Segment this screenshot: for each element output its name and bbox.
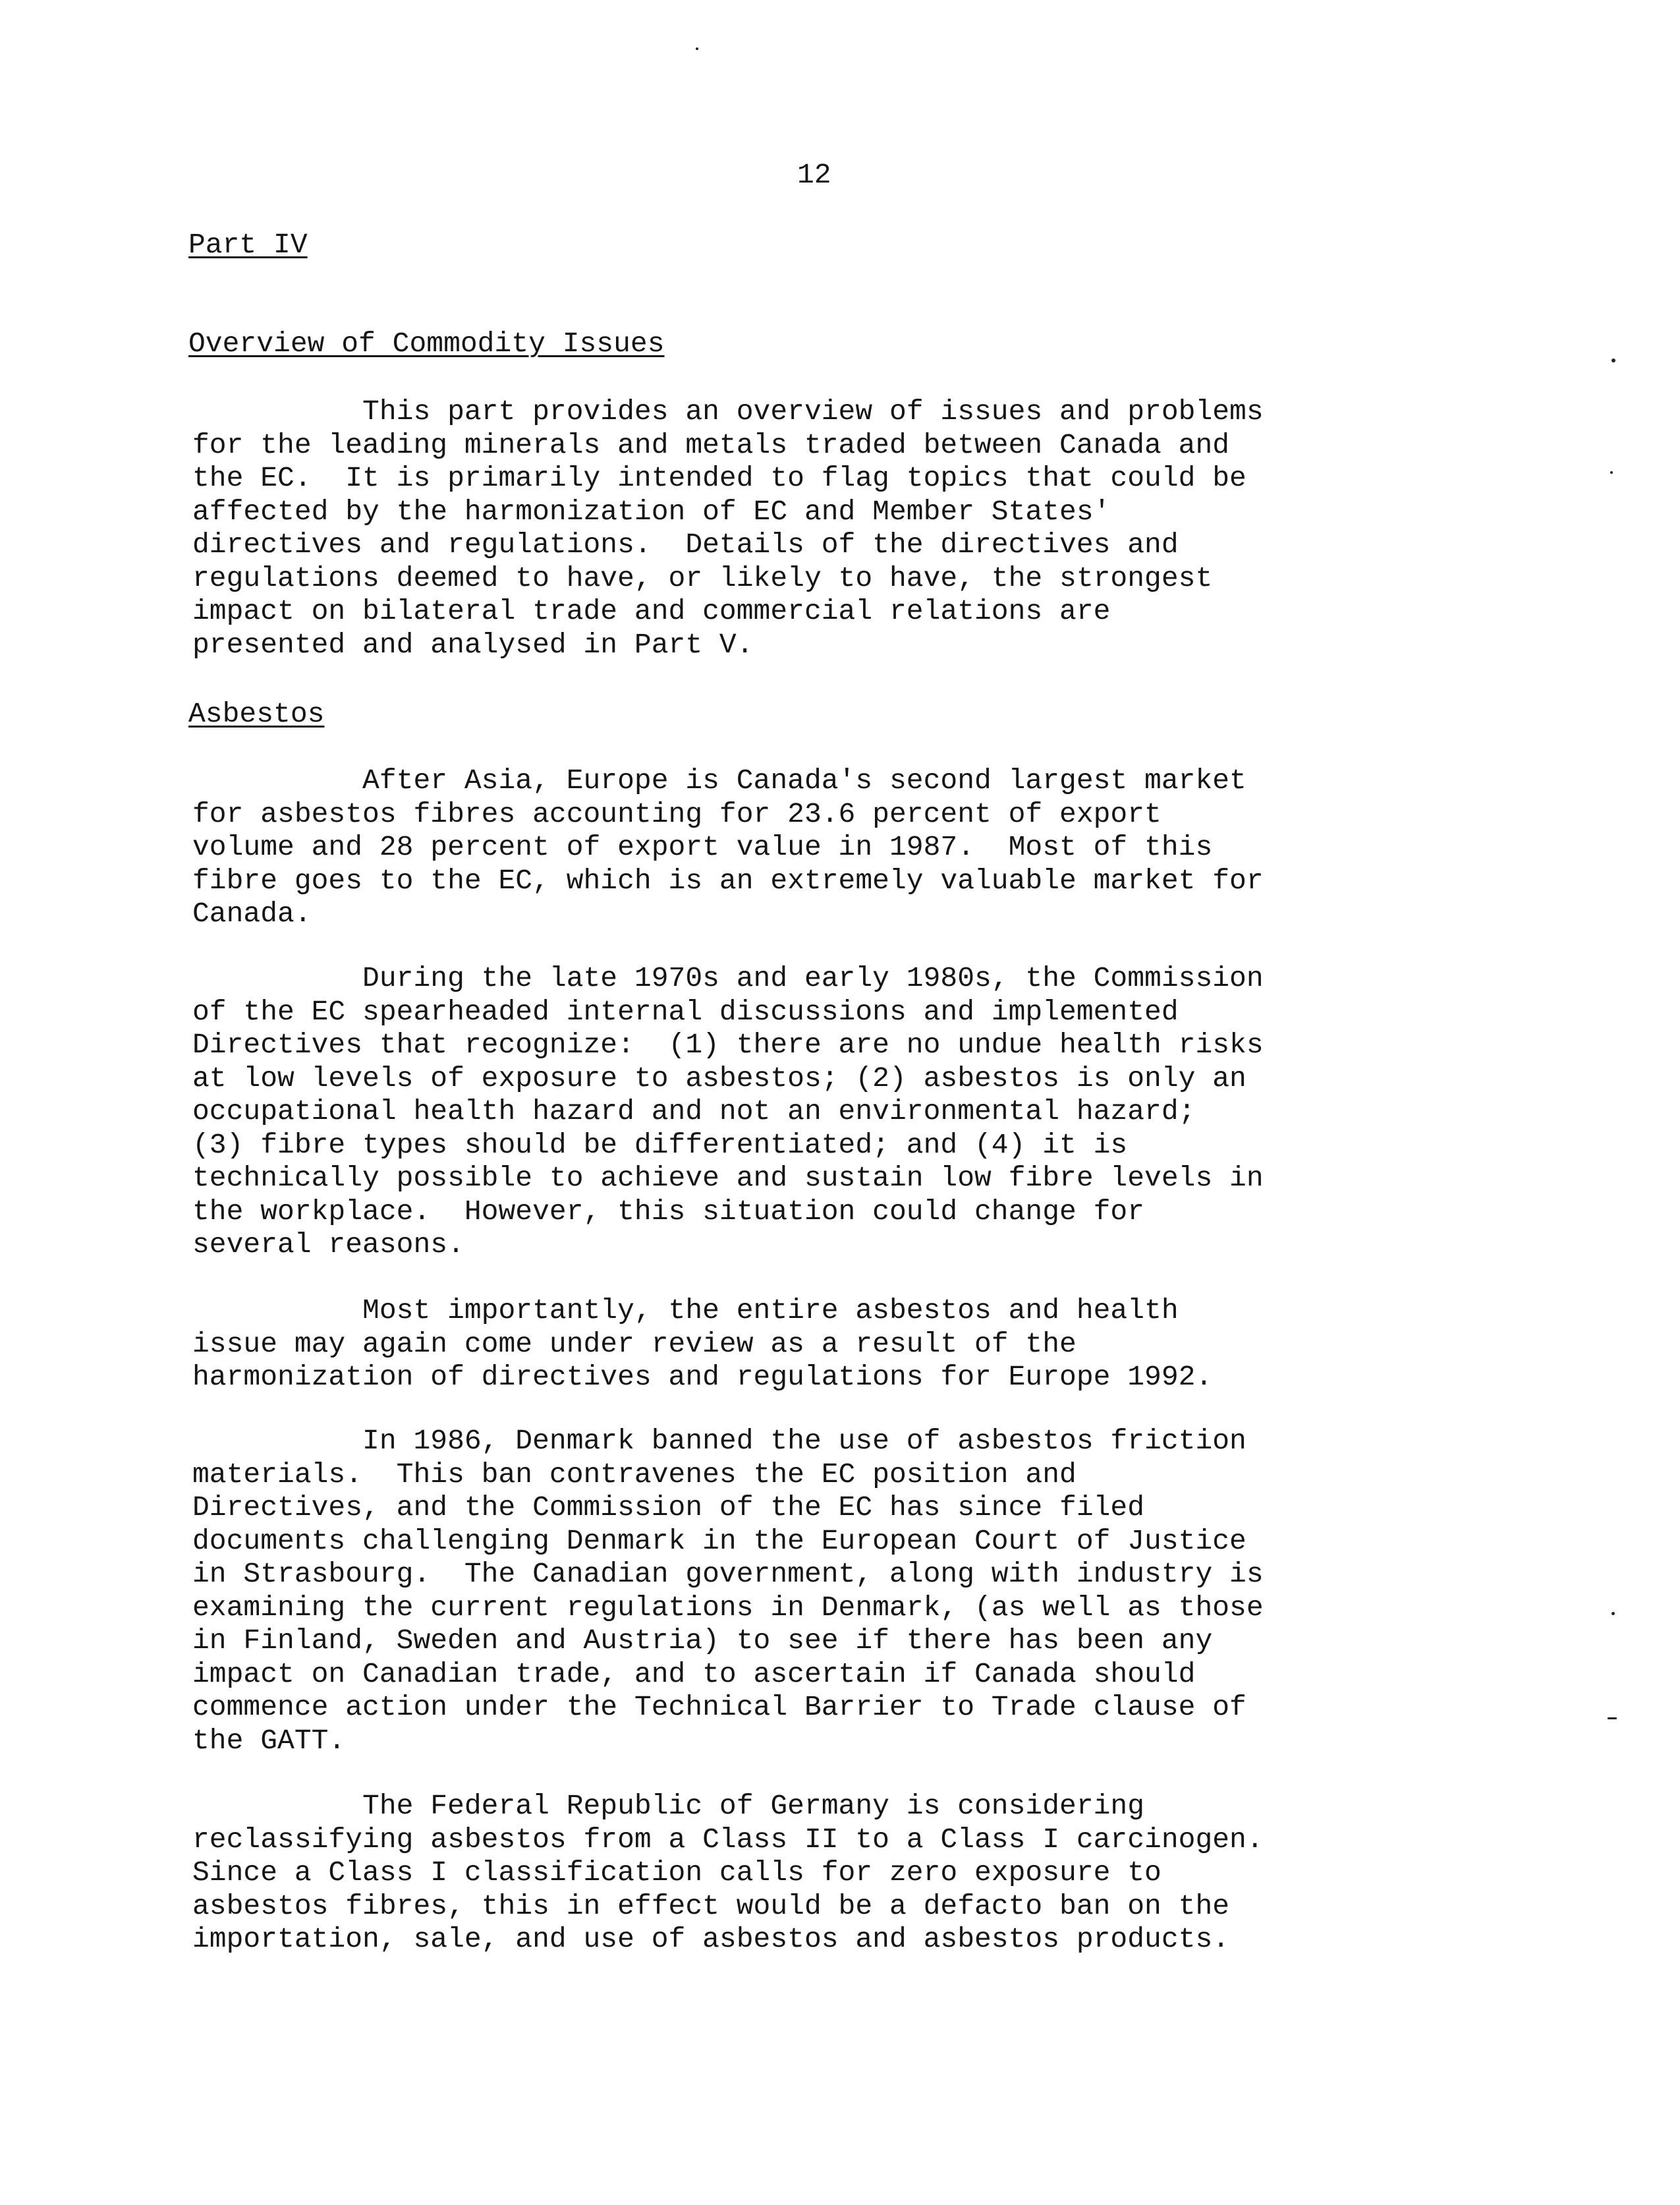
text-line: the workplace. However, this situation could change for	[192, 1195, 1145, 1228]
text-line: impact on bilateral trade and commercial relations are	[192, 595, 1111, 627]
text-line: importation, sale, and use of asbestos and asbestos products.	[192, 1923, 1230, 1955]
text-line: examining the current regulations in Denmark, (as well as those	[192, 1591, 1264, 1624]
scan-speck	[1610, 471, 1613, 474]
text-line: fibre goes to the EC, which is an extremely valuable market for	[192, 864, 1264, 897]
text-line: The Federal Republic of Germany is considering	[192, 1790, 1145, 1822]
text-line: asbestos fibres, this in effect would be a defacto ban on the	[192, 1889, 1230, 1922]
text-line: at low levels of exposure to asbestos; (2) asbestos is only an	[192, 1062, 1246, 1095]
asbestos-paragraph-2	[192, 962, 1470, 1262]
text-line: harmonization of directives and regulations for Europe 1992.	[192, 1361, 1213, 1393]
text-line: In 1986, Denmark banned the use of asbestos friction	[192, 1425, 1246, 1457]
text-line: Directives, and the Commission of the EC has since filed	[192, 1491, 1145, 1524]
text-line: This part provides an overview of issues and problems	[192, 395, 1264, 428]
text-line: in Finland, Sweden and Austria) to see if there has been any	[192, 1624, 1213, 1657]
text-line: issue may again come under review as a result of the	[192, 1327, 1077, 1360]
scan-speck	[1611, 1612, 1615, 1615]
text-line: commence action under the Technical Barrier to Trade clause of	[192, 1691, 1246, 1723]
asbestos-paragraph-5	[192, 1790, 1470, 1957]
scan-speck	[1611, 358, 1615, 362]
text-line: After Asia, Europe is Canada's second largest market	[192, 764, 1246, 797]
text-line: directives and regulations. Details of the directives and	[192, 529, 1179, 561]
scan-speck	[696, 47, 698, 50]
section-heading: Overview of Commodity Issues	[188, 328, 665, 360]
text-line: During the late 1970s and early 1980s, the Commission	[192, 962, 1264, 994]
subsection-heading: Asbestos	[188, 698, 325, 730]
text-line: several reasons.	[192, 1228, 464, 1261]
text-line: volume and 28 percent of export value in 1987. Most of this	[192, 831, 1213, 863]
text-line: (3) fibre types should be differentiated; and (4) it is	[192, 1128, 1128, 1161]
text-line: documents challenging Denmark in the European Court of Justice	[192, 1524, 1246, 1557]
text-line: the EC. It is primarily intended to flag topics that could be	[192, 462, 1246, 494]
asbestos-paragraph-4	[192, 1425, 1470, 1758]
text-line: presented and analysed in Part V.	[192, 628, 754, 661]
text-line: regulations deemed to have, or likely to have, the strongest	[192, 561, 1213, 594]
text-line: affected by the harmonization of EC and Member States'	[192, 495, 1111, 528]
page-number: 12	[797, 159, 831, 191]
asbestos-paragraph-1	[192, 764, 1470, 931]
intro-paragraph	[192, 395, 1470, 662]
text-line: Since a Class I classification calls for zero exposure to	[192, 1856, 1162, 1889]
text-line: for asbestos fibres accounting for 23.6 percent of export	[192, 797, 1162, 830]
text-line: reclassifying asbestos from a Class II to a Class I carcinogen.	[192, 1823, 1264, 1856]
text-line: of the EC spearheaded internal discussions and implemented	[192, 995, 1179, 1028]
text-line: impact on Canadian trade, and to ascertain if Canada should	[192, 1657, 1196, 1690]
text-line: Canada.	[192, 898, 312, 930]
text-line: for the leading minerals and metals traded between Canada and	[192, 428, 1230, 461]
text-line: technically possible to achieve and sustain low fibre levels in	[192, 1162, 1264, 1194]
part-heading: Part IV	[188, 229, 308, 261]
text-line: Directives that recognize: (1) there are no undue health risks	[192, 1029, 1264, 1061]
text-line: the GATT.	[192, 1724, 346, 1757]
scan-speck	[1608, 1717, 1617, 1719]
asbestos-paragraph-3	[192, 1294, 1470, 1394]
text-line: Most importantly, the entire asbestos and health	[192, 1294, 1179, 1327]
text-line: materials. This ban contravenes the EC position and	[192, 1458, 1077, 1491]
text-line: in Strasbourg. The Canadian government, along with industry is	[192, 1558, 1264, 1590]
text-line: occupational health hazard and not an environmental hazard;	[192, 1095, 1196, 1128]
